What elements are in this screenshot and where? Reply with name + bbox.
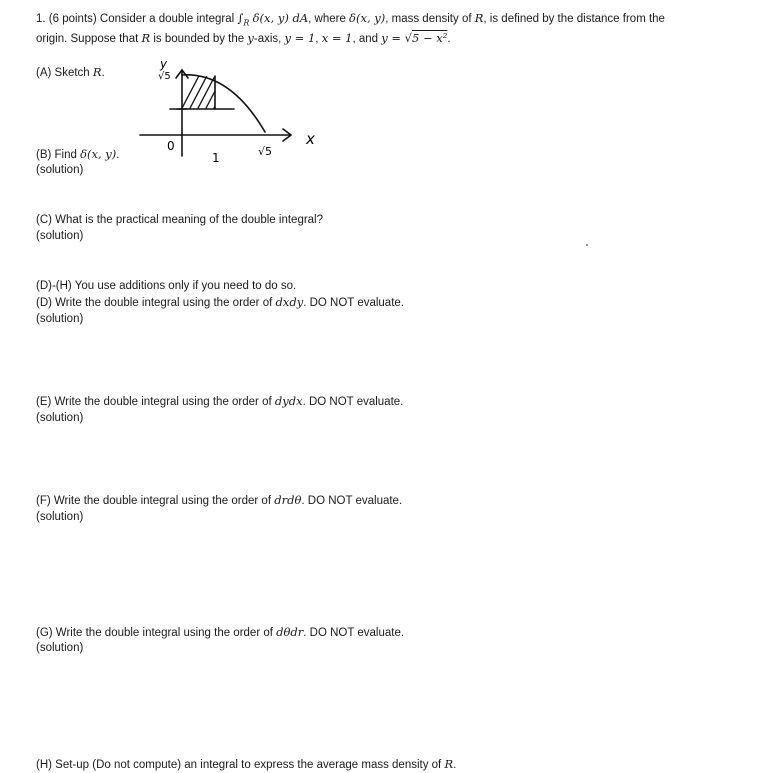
sketch-x-axis-label: x	[306, 130, 315, 148]
sketch-origin-label: 0	[167, 139, 175, 153]
part-h-text: (H) Set-up (Do not compute) an integral to express the average mass density of	[36, 759, 445, 771]
part-b-label	[36, 147, 120, 163]
part-a-label	[36, 65, 105, 81]
stray-dot	[586, 244, 588, 246]
part-e-instruction: . DO NOT evaluate.	[302, 396, 404, 408]
integration-order: dθdr	[276, 625, 304, 639]
problem-statement-line-1	[36, 11, 665, 30]
part-b-solution[interactable]: (solution)	[36, 164, 84, 176]
part-f-instruction: . DO NOT evaluate.	[301, 495, 403, 507]
integration-order: dydx	[274, 394, 303, 408]
part-f-label	[36, 493, 402, 509]
equation-curve-lhs: y =	[381, 31, 405, 45]
region-symbol: R	[444, 757, 454, 771]
sketch-y-axis-label: y	[160, 57, 168, 71]
part-g-label	[36, 625, 404, 641]
part-d-instruction: . DO NOT evaluate.	[303, 297, 404, 309]
part-g-instruction: . DO NOT evaluate.	[303, 627, 405, 639]
part-f-solution[interactable]: (solution)	[36, 511, 84, 523]
equation-y-1: y = 1	[284, 31, 316, 45]
problem-intro: 1. (6 points) Consider a double integral	[36, 13, 238, 25]
integral-sign: ∫	[237, 11, 244, 25]
separator: ,	[315, 33, 322, 45]
y-var: y	[247, 31, 254, 45]
integrand: δ(x, y) dA	[252, 11, 309, 25]
part-d-text: (D) Write the double integral using the order of	[36, 297, 276, 309]
axis-text: -axis,	[253, 33, 285, 45]
density-function: δ(x, y)	[80, 147, 117, 161]
period: .	[453, 759, 457, 771]
period: .	[447, 33, 451, 45]
part-c-label: (C) What is the practical meaning of the double integral?	[36, 214, 324, 226]
part-d-label	[36, 295, 404, 311]
integration-order: drdθ	[274, 493, 302, 507]
part-c-solution[interactable]: (solution)	[36, 230, 84, 242]
parts-d-h-note: (D)-(H) You use additions only if you need to do so.	[36, 280, 297, 292]
part-h-label	[36, 757, 456, 773]
part-f-text: (F) Write the double integral using the order of	[36, 495, 275, 507]
bounded-text: is bounded by the	[150, 33, 248, 45]
period: .	[116, 149, 120, 161]
sketch-x-tick-root5: √5	[258, 145, 273, 158]
problem-statement-line-2	[36, 31, 451, 47]
sketch-x-tick-1: 1	[212, 151, 220, 165]
equation-x-1: x = 1	[321, 31, 353, 45]
sqrt-icon: √	[404, 31, 412, 45]
part-e-solution[interactable]: (solution)	[36, 412, 84, 424]
part-e-label	[36, 394, 403, 410]
region-hatching	[180, 70, 234, 112]
region-symbol: R	[474, 11, 484, 25]
part-g-solution[interactable]: (solution)	[36, 642, 84, 654]
density-desc: , mass density of	[385, 13, 475, 25]
density-function: δ(x, y)	[349, 11, 386, 25]
equation-curve-radicand: 5 − x²	[412, 31, 448, 45]
region-symbol: R	[92, 65, 102, 79]
separator: , and	[352, 33, 382, 45]
part-g-text: (G) Write the double integral using the order of	[36, 627, 277, 639]
part-b-text: (B) Find	[36, 149, 81, 161]
defined-by-text: , is defined by the distance from the	[483, 13, 665, 25]
integration-order: dxdy	[275, 295, 304, 309]
region-sketch	[130, 52, 340, 177]
integral-region-subscript: R	[243, 18, 250, 28]
part-e-text: (E) Write the double integral using the order of	[36, 396, 275, 408]
where-text: , where	[308, 13, 350, 25]
part-a-text: (A) Sketch	[36, 67, 93, 79]
suppose-text: origin. Suppose that	[36, 33, 142, 45]
region-symbol: R	[141, 31, 151, 45]
sketch-y-tick-root5: √5	[158, 71, 171, 82]
part-d-solution[interactable]: (solution)	[36, 313, 84, 325]
period: .	[101, 67, 105, 79]
